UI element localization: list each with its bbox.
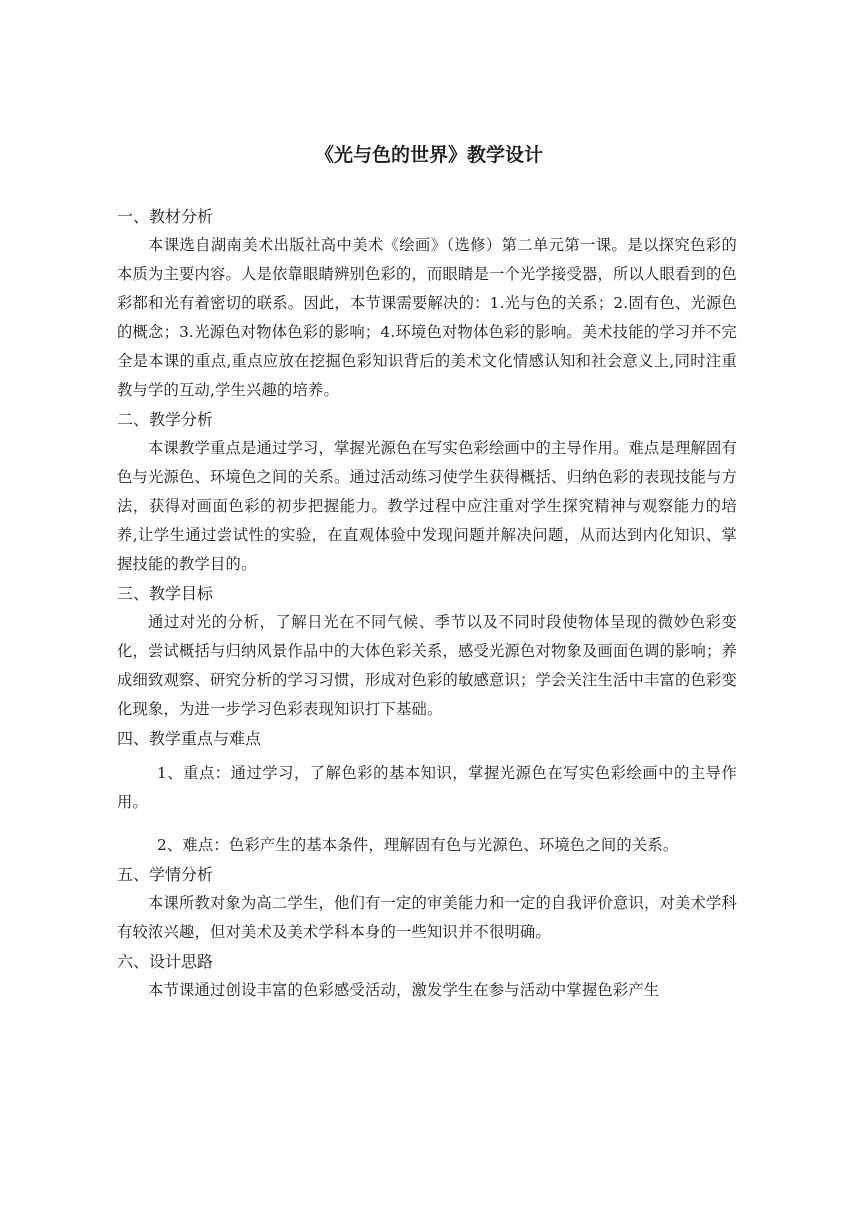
paragraph-design-rationale: 本节课通过创设丰富的色彩感受活动，激发学生在参与活动中掌握色彩产生 xyxy=(148,981,660,999)
section-heading-learner-analysis: 五、学情分析 xyxy=(117,865,214,884)
paragraph-key-point: 1、重点：通过学习，了解色彩的基本知识，掌握光源色在写实色彩绘画中的主导作用。 xyxy=(117,764,737,811)
section-heading-teaching-analysis: 二、教学分析 xyxy=(117,410,214,429)
paragraph-textbook-analysis: 本课选自湖南美术出版社高中美术《绘画》（选修）第二单元第一课。是以探究色彩的本质为主要内容。人是依靠眼睛辨别色彩的，而眼睛是一个光学接受器，所以人眼看到的色彩都和光有着密切的联系。因此，本节课需要解决的：1.光与色的关系；2.固有色、光源色的概念；3.光源色对物体色彩的影响；4.环境色对物体色彩的影响。美术技能的学习并不完全是本课的重点,重点应放在挖掘色彩知识背后的美术文化情感认知和社会意义上,同时注重教与学的互动,学生兴趣的培养。 xyxy=(117,236,737,399)
section-heading-design-rationale: 六、设计思路 xyxy=(117,952,214,971)
paragraph-difficulty: 2、难点：色彩产生的基本条件，理解固有色与光源色、环境色之间的关系。 xyxy=(157,836,679,854)
paragraph-teaching-analysis: 本课教学重点是通过学习，掌握光源色在写实色彩绘画中的主导作用。难点是理解固有色与光源色、环境色之间的关系。通过活动练习使学生获得概括、归纳色彩的表现技能与方法，获得对画面色彩的初步把握能力。教学过程中应注重对学生探究精神与观察能力的培养,让学生通过尝试性的实验，在直观体验中发现问题并解决问题，从而达到内化知识、掌握技能的教学目的。 xyxy=(117,439,737,573)
paragraph-learner-analysis: 本课所教对象为高二学生，他们有一定的审美能力和一定的自我评价意识，对美术学科有较浓兴趣，但对美术及美术学科本身的一些知识并不很明确。 xyxy=(117,894,737,941)
document-body xyxy=(117,140,737,1005)
section-heading-teaching-objectives: 三、教学目标 xyxy=(117,584,214,603)
paragraph-teaching-objectives: 通过对光的分析，了解日光在不同气候、季节以及不同时段使物体呈现的微妙色彩变化，尝试概括与归纳风景作品中的大体色彩关系，感受光源色对物象及画面色调的影响；养成细致观察、研究分析的学习习惯，形成对色彩的敏感意识；学会关注生活中丰富的色彩变化现象，为进一步学习色彩表现知识打下基础。 xyxy=(117,613,737,718)
section-heading-key-points-difficulties: 四、教学重点与难点 xyxy=(117,729,262,748)
section-heading-textbook-analysis: 一、教材分析 xyxy=(117,207,214,226)
document-title: 《光与色的世界》教学设计 xyxy=(314,144,543,166)
